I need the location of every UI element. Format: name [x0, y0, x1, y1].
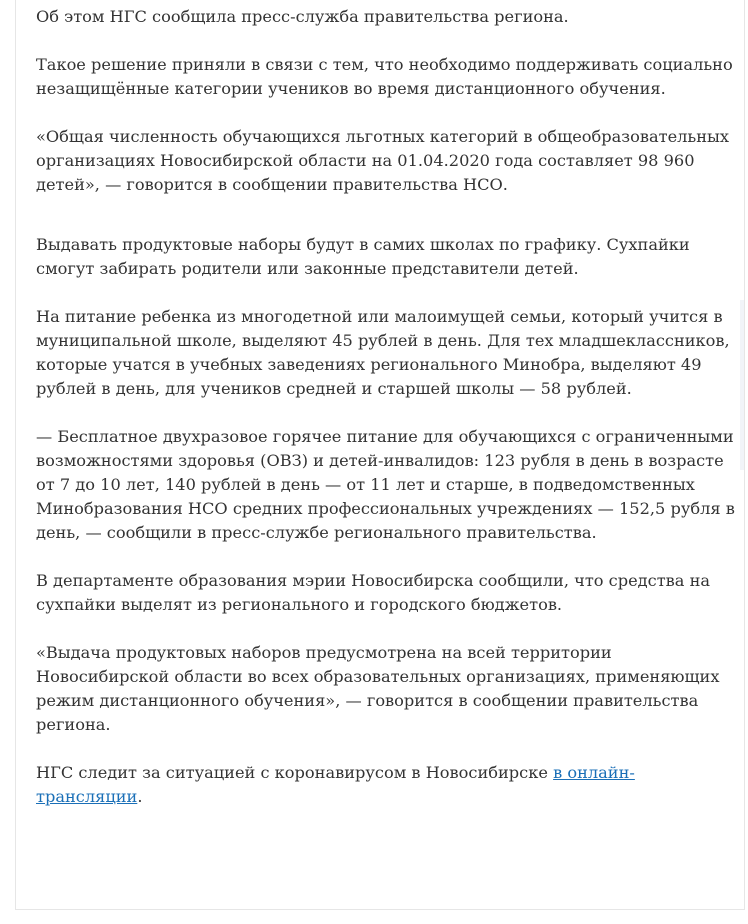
follow-text: НГС следит за ситуацией с коронавирусом в Новосибирске — [36, 763, 554, 782]
paragraph-decision-reason: Такое решение приняли в связи с тем, что необходимо поддерживать социально незащищённые категории учеников во время дистанционного обучения. — [36, 55, 733, 98]
paragraph-hot-meals: — Бесплатное двухразовое горячее питание для обучающихся с ограниченными возможностями здоровья (ОВЗ) и детей-инвалидов: 123 рубля в день в возрасте от 7 до 10 лет, 140 рублей в день — от 11 лет и старше, в подведомственных Минобразования НСО средних профессиональных учреждениях — 152,5 рубля в день, — сообщили в пресс-службе регионального правительства. — [36, 427, 735, 542]
online-broadcast-link[interactable]: в онлайн-трансляции — [36, 763, 635, 806]
paragraph-government-quote: «Выдача продуктовых наборов предусмотрена на всей территории Новосибирской области во всех образовательных организациях, применяющих режим дистанционного обучения», — говорится в сообщении правительства региона. — [36, 643, 720, 734]
paragraph-budget: В департаменте образования мэрии Новосибирска сообщили, что средства на сухпайки выделят из регионального и городского бюджетов. — [36, 571, 711, 614]
paragraph-meal-costs: На питание ребенка из многодетной или малоимущей семьи, который учится в муниципальной школе, выделяют 45 рублей в день. Для тех младшеклассников, которые учатся в учебных заведениях регионального Минобра, выделяют 49 рублей в день, для учеников средней и старшей школы — 58 рублей. — [36, 307, 730, 398]
follow-suffix: . — [137, 787, 143, 806]
paragraph-distribution: Выдавать продуктовые наборы будут в самих школах по графику. Сухпайки смогут забирать родители или законные представители детей. — [36, 235, 690, 278]
paragraph-student-count-quote: «Общая численность обучающихся льготных категорий в общеобразовательных организациях Новосибирской области на 01.04.2020 года составляет 98 960 детей», — говорится в сообщении правительства НСО. — [36, 127, 730, 194]
paragraph-follow-updates — [36, 761, 736, 809]
scrollbar-track[interactable] — [740, 300, 744, 470]
article-body — [36, 5, 736, 833]
paragraph-press-service: Об этом НГС сообщила пресс-служба правительства региона. — [36, 7, 569, 26]
